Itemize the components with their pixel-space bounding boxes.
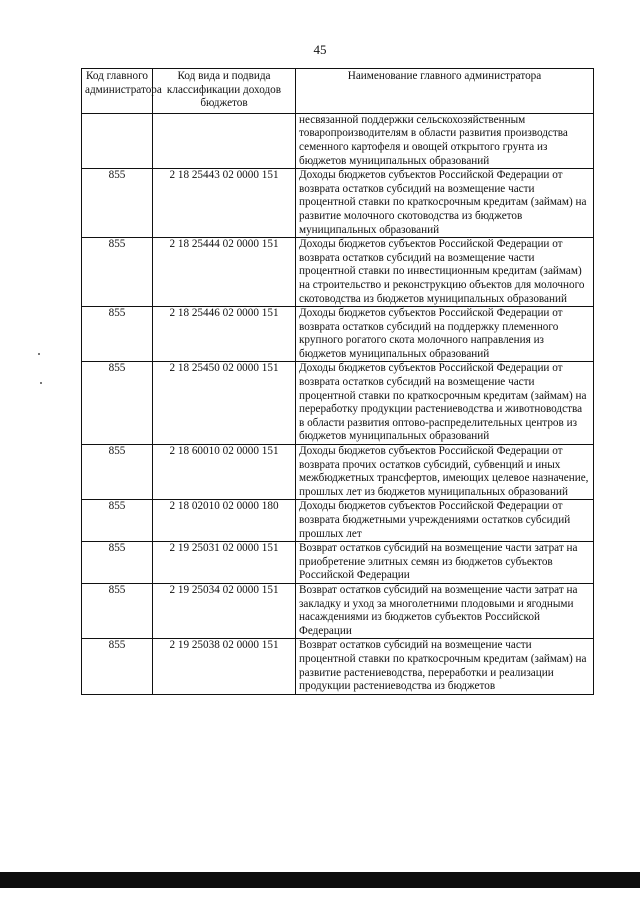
scan-edge-bar bbox=[0, 872, 640, 888]
header-income-classification-code: Код вида и подвида классификации доходов бюджетов bbox=[153, 69, 296, 114]
administrator-name-cell: Доходы бюджетов субъектов Российской Федерации от возврата бюджетными учреждениями остатков субсидий прошлых лет bbox=[296, 500, 594, 542]
header-admin-code: Код главного администратора bbox=[82, 69, 153, 114]
classification-code-cell: 2 18 25450 02 0000 151 bbox=[153, 362, 296, 445]
admin-code-cell: 855 bbox=[82, 238, 153, 307]
classification-code-cell bbox=[153, 113, 296, 168]
table-row bbox=[82, 362, 594, 445]
classification-code-cell: 2 18 02010 02 0000 180 bbox=[153, 500, 296, 542]
admin-code-cell: 855 bbox=[82, 639, 153, 694]
table-row bbox=[82, 238, 594, 307]
table-row bbox=[82, 583, 594, 638]
table-row bbox=[82, 542, 594, 584]
classification-code-cell: 2 19 25038 02 0000 151 bbox=[153, 639, 296, 694]
admin-code-cell bbox=[82, 113, 153, 168]
administrator-name-cell: несвязанной поддержки сельскохозяйственным товаропроизводителям в области развития производства семенного картофеля и овощей открытого грунта из бюджетов муниципальных образований bbox=[296, 113, 594, 168]
administrator-name-cell: Доходы бюджетов субъектов Российской Федерации от возврата остатков субсидий на поддержку племенного крупного рогатого скота молочного направления из бюджетов муниципальных образований bbox=[296, 307, 594, 362]
income-administrators-table bbox=[81, 68, 594, 695]
table-row bbox=[82, 307, 594, 362]
table-row bbox=[82, 500, 594, 542]
administrator-name-cell: Возврат остатков субсидий на возмещение части затрат на закладку и уход за многолетними плодовыми и ягодными насаждениями из бюджетов субъектов Российской Федерации bbox=[296, 583, 594, 638]
admin-code-cell: 855 bbox=[82, 500, 153, 542]
scan-speck bbox=[38, 353, 40, 355]
administrator-name-cell: Доходы бюджетов субъектов Российской Федерации от возврата прочих остатков субсидий, субвенций и иных межбюджетных трансфертов, имеющих целевое назначение, прошлых лет из бюджетов муниципальных образований bbox=[296, 445, 594, 500]
table-row bbox=[82, 445, 594, 500]
scan-speck bbox=[40, 382, 42, 384]
administrator-name-cell: Доходы бюджетов субъектов Российской Федерации от возврата остатков субсидий на возмещение части процентной ставки по инвестиционным кредитам (займам) на строительство и реконструкцию объектов для молочного скотоводства из бюджетов муниципальных образований bbox=[296, 238, 594, 307]
admin-code-cell: 855 bbox=[82, 542, 153, 584]
administrator-name-cell: Доходы бюджетов субъектов Российской Федерации от возврата остатков субсидий на возмещение части процентной ставки по краткосрочным кредитам (займам) на развитие молочного скотоводства из бюджетов муниципальных образований bbox=[296, 169, 594, 238]
classification-code-cell: 2 19 25031 02 0000 151 bbox=[153, 542, 296, 584]
table-row bbox=[82, 639, 594, 694]
header-administrator-name: Наименование главного администратора bbox=[296, 69, 594, 114]
admin-code-cell: 855 bbox=[82, 445, 153, 500]
classification-code-cell: 2 18 60010 02 0000 151 bbox=[153, 445, 296, 500]
admin-code-cell: 855 bbox=[82, 169, 153, 238]
page-number: 45 bbox=[313, 42, 327, 57]
admin-code-cell: 855 bbox=[82, 362, 153, 445]
classification-code-cell: 2 18 25443 02 0000 151 bbox=[153, 169, 296, 238]
administrator-name-cell: Возврат остатков субсидий на возмещение части процентной ставки по краткосрочным кредитам (займам) на развитие растениеводства, переработки и реализации продукции растениеводства из бюджетов bbox=[296, 639, 594, 694]
classification-code-cell: 2 19 25034 02 0000 151 bbox=[153, 583, 296, 638]
administrator-name-cell: Возврат остатков субсидий на возмещение части затрат на приобретение элитных семян из бюджетов субъектов Российской Федерации bbox=[296, 542, 594, 584]
admin-code-cell: 855 bbox=[82, 583, 153, 638]
administrator-name-cell: Доходы бюджетов субъектов Российской Федерации от возврата остатков субсидий на возмещение части процентной ставки по краткосрочным кредитам (займам) на переработку продукции растениеводства и животноводства в области развития оптово-распределительных центров из бюджетов муниципальных образований bbox=[296, 362, 594, 445]
classification-code-cell: 2 18 25444 02 0000 151 bbox=[153, 238, 296, 307]
table-row bbox=[82, 169, 594, 238]
admin-code-cell: 855 bbox=[82, 307, 153, 362]
classification-code-cell: 2 18 25446 02 0000 151 bbox=[153, 307, 296, 362]
table-header-row bbox=[82, 69, 594, 114]
table-row bbox=[82, 113, 594, 168]
